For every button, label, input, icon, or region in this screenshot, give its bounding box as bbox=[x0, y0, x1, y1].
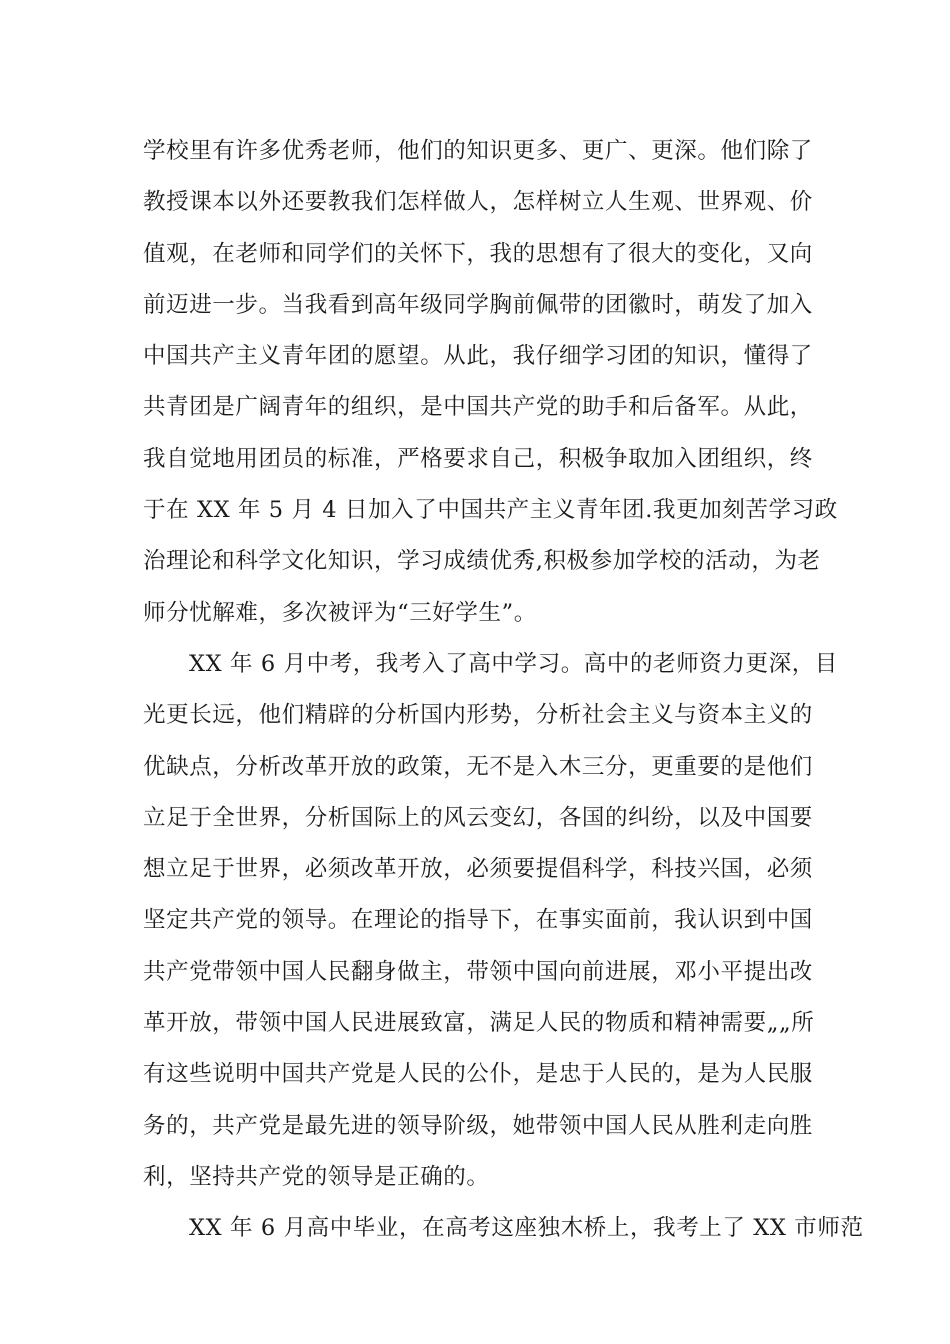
text-line-paragraph-start: XX 年 6 月中考，我考入了高中学习。高中的老师资力更深，目 bbox=[189, 650, 838, 677]
text-line: 前迈进一步。当我看到高年级同学胸前佩带的团徽时，萌发了加入 bbox=[143, 291, 813, 318]
text-line: 优缺点，分析改革开放的政策，无不是入木三分，更重要的是他们 bbox=[143, 753, 813, 780]
text-line: 坚定共产党的领导。在理论的指导下，在事实面前，我认识到中国 bbox=[143, 907, 813, 934]
text-line: 中国共产主义青年团的愿望。从此，我仔细学习团的知识，懂得了 bbox=[143, 343, 813, 370]
text-line: 我自觉地用团员的标准，严格要求自己，积极争取加入团组织，终 bbox=[143, 445, 813, 472]
text-line: 想立足于世界，必须改革开放，必须要提倡科学，科技兴国，必须 bbox=[143, 856, 813, 883]
text-line: 光更长远，他们精辟的分析国内形势，分析社会主义与资本主义的 bbox=[143, 702, 813, 729]
text-line: 治理论和科学文化知识，学习成绩优秀,积极参加学校的活动，为老 bbox=[143, 548, 821, 575]
text-line-paragraph-end: 师分忧解难，多次被评为“三好学生”。 bbox=[143, 599, 537, 626]
text-line: 有这些说明中国共产党是人民的公仆，是忠于人民的，是为人民服 bbox=[143, 1061, 813, 1088]
text-line: 于在 XX 年 5 月 4 日加入了中国共产主义青年团.我更加刻苦学习政 bbox=[143, 497, 838, 524]
text-line-paragraph-end: 利，坚持共产党的领导是正确的。 bbox=[143, 1163, 490, 1190]
text-line: 共青团是广阔青年的组织，是中国共产党的助手和后备军。从此， bbox=[143, 394, 813, 421]
text-line: 值观，在老师和同学们的关怀下，我的思想有了很大的变化，又向 bbox=[143, 240, 813, 267]
text-line: 务的，共产党是最先进的领导阶级，她带领中国人民从胜利走向胜 bbox=[143, 1112, 813, 1139]
text-line: 学校里有许多优秀老师，他们的知识更多、更广、更深。他们除了 bbox=[143, 138, 813, 164]
text-line: 共产党带领中国人民翻身做主，带领中国向前进展，邓小平提出改 bbox=[143, 958, 813, 985]
text-line: 教授课本以外还要教我们怎样做人，怎样树立人生观、世界观、价 bbox=[143, 189, 813, 216]
text-line: 革开放，带领中国人民进展致富，满足人民的物质和精神需要„„所 bbox=[143, 1010, 815, 1037]
text-line: 立足于全世界，分析国际上的风云变幻，各国的纠纷，以及中国要 bbox=[143, 804, 813, 831]
document-body bbox=[143, 126, 864, 1255]
text-line-paragraph-start: XX 年 6 月高中毕业，在高考这座独木桥上，我考上了 XX 市师范 bbox=[189, 1215, 864, 1242]
